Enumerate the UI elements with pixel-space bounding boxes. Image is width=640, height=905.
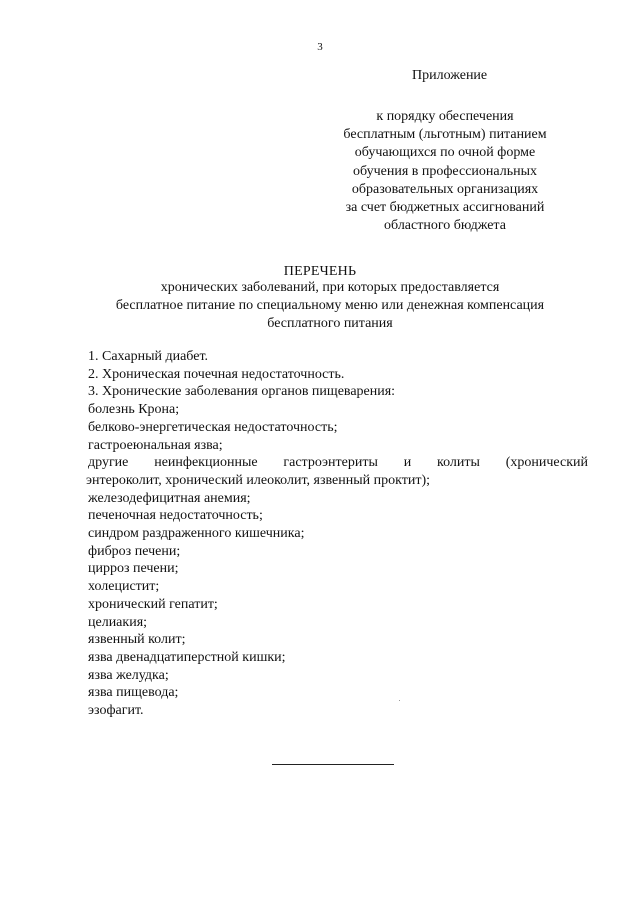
page-number: 3 bbox=[317, 41, 323, 53]
list-item: гастроеюнальная язва; bbox=[88, 437, 223, 453]
list-word: колиты bbox=[437, 455, 480, 471]
appendix-line: к порядку обеспечения bbox=[376, 109, 514, 124]
appendix-line: обучения в профессиональных bbox=[352, 163, 538, 179]
list-item: фиброз печени; bbox=[88, 543, 181, 559]
list-item: 3. Хронические заболевания органов пищеварения: bbox=[88, 384, 396, 400]
list-word: (хронический bbox=[505, 455, 588, 471]
list-item: 1. Сахарный диабет. bbox=[88, 349, 209, 364]
list-title: ПЕРЕЧЕНЬ bbox=[283, 264, 357, 279]
subtitle-line: бесплатного питания bbox=[267, 316, 393, 331]
appendix-description bbox=[300, 108, 590, 235]
list-item: хронический гепатит; bbox=[88, 596, 218, 612]
appendix-line: образовательных организациях bbox=[351, 181, 539, 197]
list-item: синдром раздраженного кишечника; bbox=[88, 526, 305, 542]
list-item-continuation: энтероколит, хронический илеоколит, язвенный проктит); bbox=[86, 472, 430, 488]
list-word: гастроэнтериты bbox=[283, 455, 378, 471]
list-word: и bbox=[403, 455, 412, 471]
appendix-line: областного бюджета bbox=[384, 218, 506, 234]
subtitle-line: бесплатное питание по специальному меню или денежная компенсация bbox=[115, 298, 545, 313]
list-word: неинфекционные bbox=[154, 455, 258, 471]
list-item: белково-энергетическая недостаточность; bbox=[88, 419, 338, 435]
list-item: болезнь Крона; bbox=[88, 402, 180, 418]
appendix-title: Приложение bbox=[412, 68, 488, 83]
list-subtitle bbox=[60, 279, 600, 333]
list-item: язвенный колит; bbox=[88, 632, 186, 648]
appendix-line: за счет бюджетных ассигнований bbox=[345, 200, 545, 216]
list-item: язва пищевода; bbox=[88, 685, 179, 701]
appendix-line: обучающихся по очной форме bbox=[354, 145, 536, 161]
disease-list bbox=[88, 348, 588, 720]
list-item: целиакия; bbox=[88, 614, 148, 630]
list-item: железодефицитная анемия; bbox=[88, 490, 251, 506]
list-item: цирроз печени; bbox=[88, 561, 179, 577]
list-item-justified bbox=[88, 454, 588, 472]
list-item: язва желудка; bbox=[88, 667, 169, 683]
end-separator-line bbox=[272, 764, 394, 765]
list-item: холецистит; bbox=[88, 579, 160, 595]
appendix-line: бесплатным (льготным) питанием bbox=[343, 127, 547, 143]
scan-speck bbox=[399, 700, 400, 701]
list-word: другие bbox=[88, 455, 129, 471]
subtitle-line: хронических заболеваний, при которых предоставляется bbox=[160, 280, 500, 295]
list-item: 2. Хроническая почечная недостаточность. bbox=[88, 366, 345, 382]
list-item: язва двенадцатиперстной кишки; bbox=[88, 649, 286, 665]
list-item: печеночная недостаточность; bbox=[88, 508, 263, 524]
list-item: эзофагит. bbox=[88, 703, 144, 719]
